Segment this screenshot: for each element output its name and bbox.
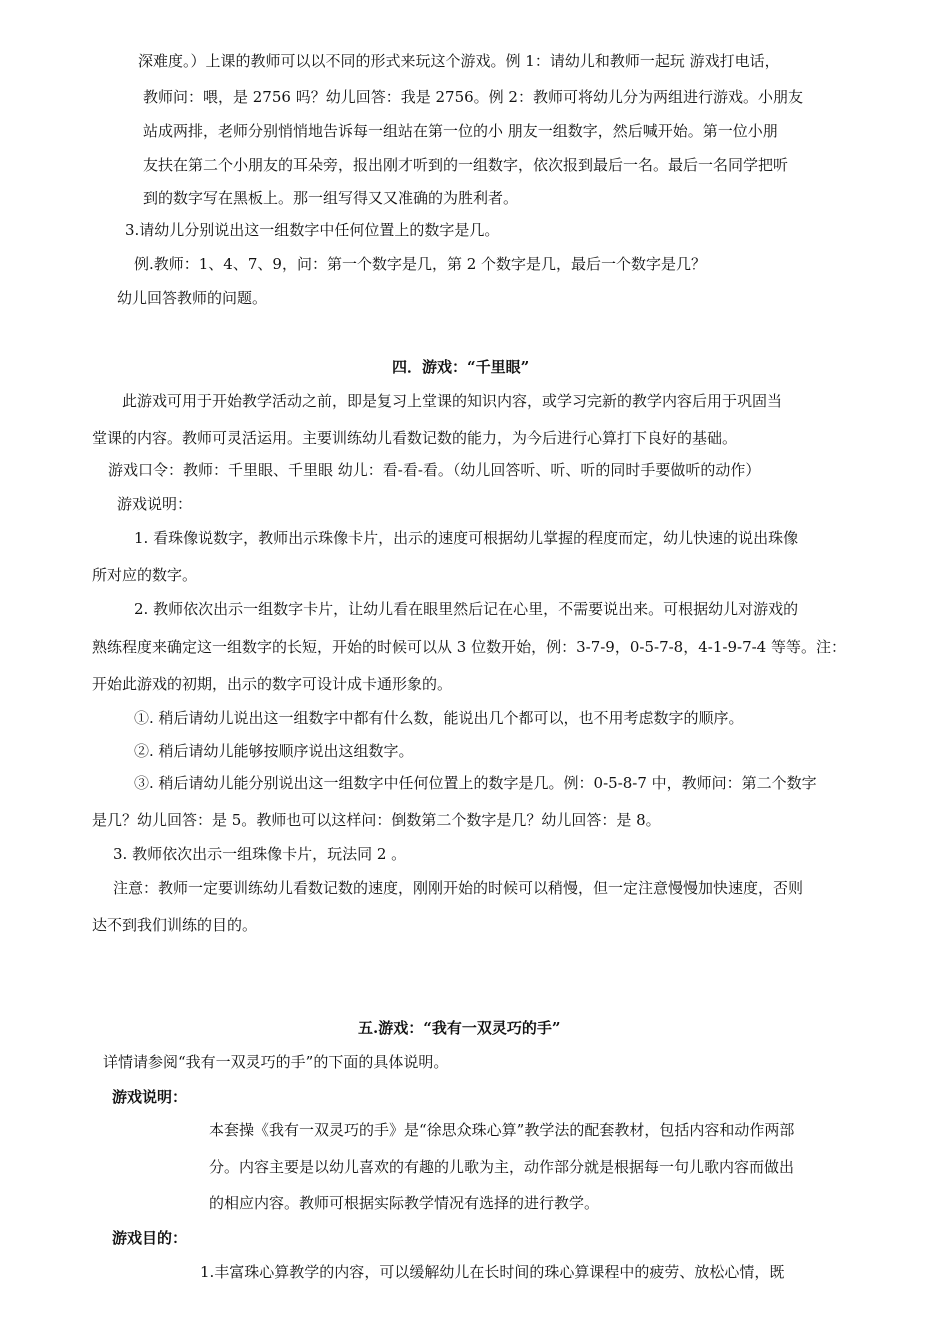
paragraph-line: 站成两排，老师分别悄悄地告诉每一组站在第一位的小 朋友一组数字，然后喊开始。第一位小朋 [143,122,778,140]
list-item-3: 3. 教师依次出示一组珠像卡片，玩法同 2 。 [113,845,407,863]
answer-line: 幼儿回答教师的问题。 [117,289,268,307]
list-item-3: 3.请幼儿分别说出这一组数字中任何位置上的数字是几。 [125,221,500,239]
desc-label: 游戏说明： [117,495,193,513]
sub-item-1: ①. 稍后请幼儿说出这一组数字中都有什么数，能说出几个都可以，也不用考虑数字的顺序。 [134,709,744,727]
goal-item-1: 1.丰富珠心算教学的内容，可以缓解幼儿在长时间的珠心算课程中的疲劳、放松心情，既 [200,1263,785,1281]
sub-item-2: ②. 稍后请幼儿能够按顺序说出这组数字。 [134,742,414,760]
game-chant: 游戏口令：教师：千里眼、千里眼 幼儿：看-看-看。（幼儿回答听、听、听的同时手要做听的动作） [108,461,761,479]
list-item-2-cont: 开始此游戏的初期，出示的数字可设计成卡通形象的。 [92,675,453,693]
paragraph-line: 到的数字写在黑板上。那一组写得又又准确的为胜利者。 [143,189,519,207]
note-line: 达不到我们训练的目的。 [92,916,258,934]
paragraph-line: 友扶在第二个小朋友的耳朵旁，报出刚才听到的一组数字，依次报到最后一名。最后一名同学把听 [143,156,789,174]
list-item-2-cont: 熟练程度来确定这一组数字的长短，开始的时候可以从 3 位数开始，例：3-7-9，0-5-7-8，4-1-9-7-4 等等。注： [92,638,846,656]
example-line: 例.教师：1、4、7、9，问：第一个数字是几，第 2 个数字是几，最后一个数字是几？ [134,255,707,273]
sub-item-3-cont: 是几？幼儿回答：是 5。教师也可以这样问：倒数第二个数字是几？幼儿回答：是 8。 [92,811,661,829]
desc-label: 游戏说明： [112,1088,188,1106]
section-5-title: 五.游戏：“我有一双灵巧的手” [358,1019,561,1037]
desc-line: 的相应内容。教师可根据实际教学情况有选择的进行教学。 [209,1194,600,1212]
list-item-1-cont: 所对应的数字。 [92,566,198,584]
note-line: 注意：教师一定要训练幼儿看数记数的速度，刚刚开始的时候可以稍慢，但一定注意慢慢加快速度，否则 [113,879,804,897]
list-item-1: 1. 看珠像说数字，教师出示珠像卡片，出示的速度可根据幼儿掌握的程度而定，幼儿快速的说出珠像 [134,529,799,547]
sub-item-3: ③. 稍后请幼儿能分别说出这一组数字中任何位置上的数字是几。例：0-5-8-7 中，教师问：第二个数字 [134,774,817,792]
goal-label: 游戏目的： [112,1229,188,1247]
intro-line: 堂课的内容。教师可灵活运用。主要训练幼儿看数记数的能力，为今后进行心算打下良好的基础。 [92,429,738,447]
desc-line: 本套操《我有一双灵巧的手》是“徐思众珠心算”教学法的配套教材，包括内容和动作两部 [209,1121,795,1139]
paragraph-line: 教师问：喂，是 2756 吗？幼儿回答：我是 2756。例 2：教师可将幼儿分为两组进行游戏。小朋友 [143,88,803,106]
paragraph-line: 深难度。）上课的教师可以以不同的形式来玩这个游戏。例 1：请幼儿和教师一起玩 游戏打电话， [138,52,780,70]
desc-line: 分。内容主要是以幼儿喜欢的有趣的儿歌为主，动作部分就是根据每一句儿歌内容而做出 [209,1158,795,1176]
list-item-2: 2. 教师依次出示一组数字卡片，让幼儿看在眼里然后记在心里，不需要说出来。可根据幼儿对游戏的 [134,600,799,618]
reference-line: 详情请参阅“我有一双灵巧的手”的下面的具体说明。 [103,1053,449,1071]
intro-line: 此游戏可用于开始教学活动之前，即是复习上堂课的知识内容，或学习完新的教学内容后用于巩固当 [122,392,783,410]
section-4-title: 四．游戏：“千里眼” [392,358,530,376]
